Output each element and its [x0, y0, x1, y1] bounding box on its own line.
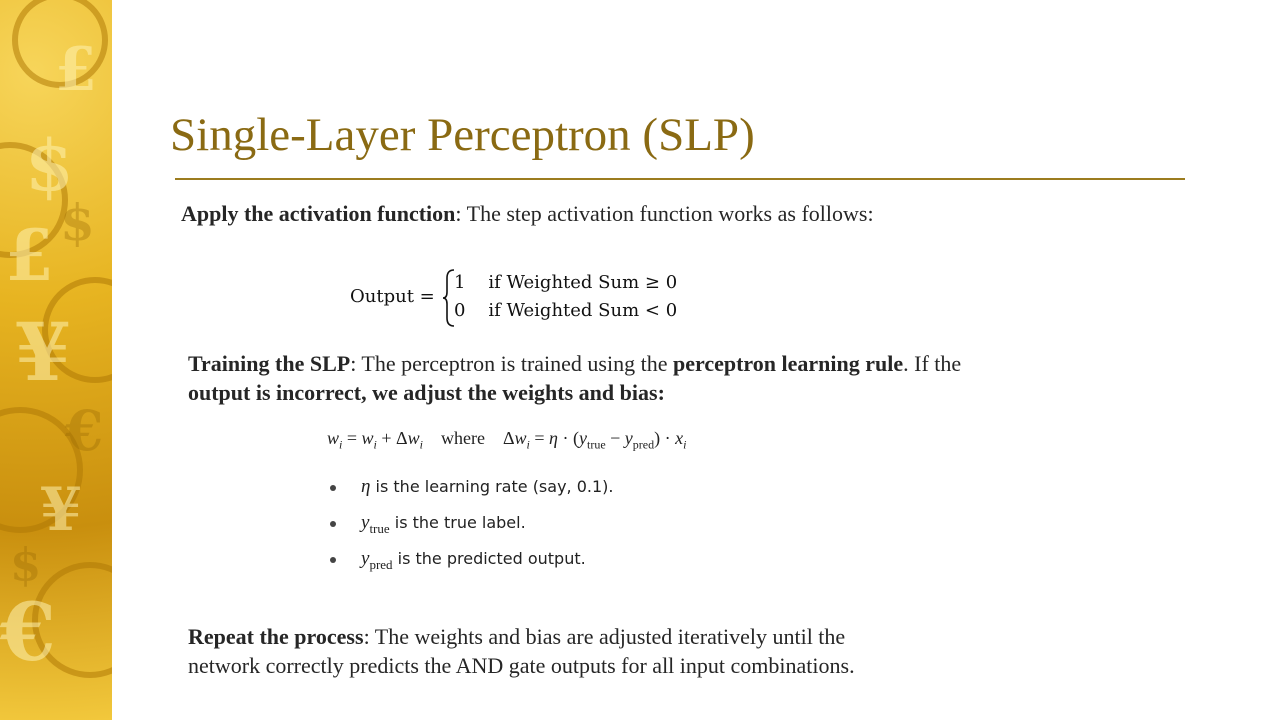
- svg-text:€: €: [65, 398, 104, 463]
- adjust-weights-text: output is incorrect, we adjust the weights and bias:: [188, 380, 665, 405]
- svg-text:€: €: [0, 585, 56, 679]
- decorative-sidebar: [0, 0, 112, 720]
- repeat-paragraph: Repeat the process: The weights and bias are adjusted iteratively until the network correctly predicts the AND gate outputs for all input combinations.: [188, 624, 855, 678]
- output-case-2: 0 if Weighted Sum < 0: [454, 300, 678, 321]
- output-case-1: 1 if Weighted Sum ≥ 0: [454, 272, 678, 293]
- activation-heading: Apply the activation function: [181, 201, 456, 226]
- svg-text:£: £: [55, 35, 97, 105]
- svg-text:¥: ¥: [15, 305, 71, 399]
- update-equation: $w_i = w_i + \Delta w_i$ where $\Delta w_i = \eta \cdot (y_{true} - y_{pred}) \cdot x_i$: [327, 428, 687, 452]
- bullet-icon: [330, 521, 336, 527]
- svg-text:$: $: [25, 124, 74, 207]
- svg-text:¥: ¥: [40, 475, 82, 545]
- bullet-icon: [330, 557, 336, 563]
- slide-title: Single-Layer Perceptron (SLP): [170, 109, 755, 161]
- title-divider: [175, 178, 1185, 180]
- learning-rule-term: perceptron learning rule: [672, 351, 904, 376]
- where-label: where: [440, 428, 485, 448]
- svg-text:$: $: [60, 193, 95, 252]
- currency-symbols-icon: [0, 0, 112, 720]
- activation-paragraph: [181, 199, 874, 228]
- svg-text:$: $: [10, 538, 42, 591]
- repeat-heading: Repeat the process: [188, 624, 364, 649]
- svg-text:£: £: [5, 214, 54, 297]
- bullet-icon: [330, 485, 336, 491]
- training-heading: Training the SLP: [188, 351, 351, 376]
- output-lhs: Output =: [350, 286, 435, 307]
- activation-text: : The step activation function works as follows:: [455, 201, 874, 226]
- training-paragraph: Training the SLP: The perceptron is trained using the perceptron learning rule. If the output is incorrect, we adjust the weights and bias:: [188, 351, 962, 405]
